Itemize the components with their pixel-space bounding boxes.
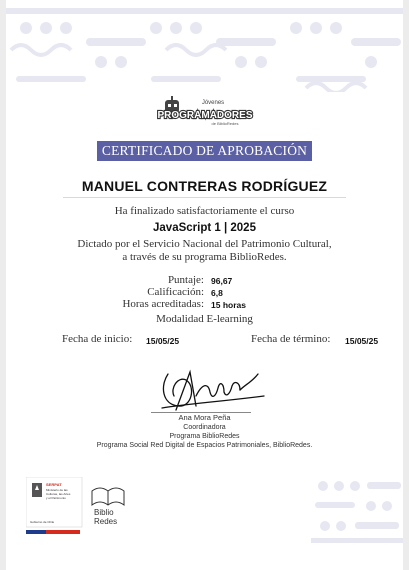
book-icon — [92, 488, 124, 505]
svg-text:SERPAT: SERPAT — [46, 482, 62, 487]
hours-row — [6, 298, 403, 312]
svg-text:Biblio: Biblio — [94, 508, 114, 517]
hours-value: 15 horas — [211, 300, 246, 310]
course-name: JavaScript 1 | 2025 — [153, 222, 256, 234]
signer-program: Programa BiblioRedes — [169, 433, 240, 440]
end-date-label: Fecha de término: — [251, 333, 331, 345]
svg-text:Gobierno de Chile: Gobierno de Chile — [30, 520, 55, 524]
svg-text:Jóvenes: Jóvenes — [201, 100, 224, 106]
svg-text:Ministerio de las: Ministerio de las — [46, 488, 68, 492]
divider — [63, 197, 346, 198]
grade-label: Calificación: — [147, 286, 204, 298]
svg-text:PROGRAMADORES: PROGRAMADORES — [156, 110, 253, 121]
svg-text:y el Patrimonio: y el Patrimonio — [46, 496, 66, 500]
grade-value: 6,8 — [211, 288, 223, 298]
signer-organization: Programa Social Red Digital de Espacios Patrimoniales, BiblioRedes. — [96, 442, 313, 449]
dictated-line-2: a través de su programa BiblioRedes. — [122, 251, 287, 263]
svg-text:Redes: Redes — [94, 517, 118, 526]
end-date-value: 15/05/25 — [345, 336, 379, 346]
decorative-pattern-bottom — [311, 476, 403, 546]
jovenes-programadores-logo — [6, 94, 403, 135]
serpat-logo — [26, 477, 82, 527]
hours-label: Horas acreditadas: — [122, 298, 204, 310]
signer-name: Ana Mora Peña — [178, 413, 231, 422]
signer-role: Coordinadora — [183, 424, 226, 431]
svg-text:Culturas, las Artes: Culturas, las Artes — [46, 492, 71, 496]
coat-of-arms-icon — [32, 483, 42, 497]
modality: Modalidad E-learning — [156, 313, 253, 325]
certificate-title: CERTIFICADO DE APROBACIÓN — [101, 143, 308, 158]
score-label: Puntaje: — [167, 274, 204, 286]
certificate-page — [6, 0, 403, 570]
dictated-line-1: Dictado por el Servicio Nacional del Patrimonio Cultural, — [77, 238, 332, 250]
score-value: 96,67 — [211, 276, 233, 286]
svg-text:de BiblioRedes: de BiblioRedes — [211, 121, 238, 126]
biblioredes-logo — [92, 488, 124, 526]
intro-text: Ha finalizado satisfactoriamente el curso — [114, 205, 295, 217]
signature-image — [156, 366, 266, 416]
decorative-pattern — [6, 0, 403, 92]
recipient-name: MANUEL CONTRERAS RODRÍGUEZ — [81, 178, 328, 194]
certificate-title-banner — [97, 141, 312, 161]
start-date-label: Fecha de inicio: — [62, 333, 133, 345]
chile-flag-bar — [26, 530, 80, 534]
start-date-value: 15/05/25 — [146, 336, 180, 346]
